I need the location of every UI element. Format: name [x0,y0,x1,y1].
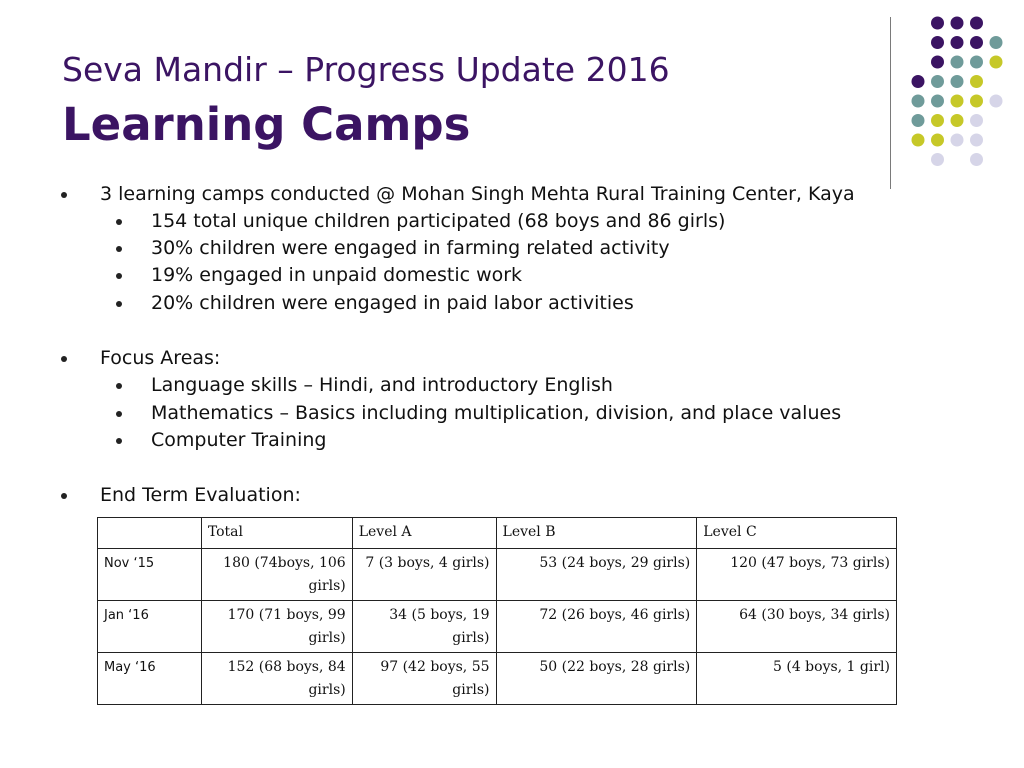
sub-bullet-marker [116,411,122,417]
decorative-dot [990,95,1003,108]
decorative-dot [951,17,964,30]
table-cell: 152 (68 boys, 84 girls) [201,653,352,705]
bullet-marker [61,192,67,198]
bullet-marker [61,493,67,499]
decorative-dot [931,114,944,127]
sub-bullet-language: Language skills – Hindi, and introductory English [151,374,613,396]
table-row [98,549,897,601]
decorative-dot [931,56,944,69]
table-header-cell: Level B [496,518,697,549]
decorative-dot [970,114,983,127]
bullet-marker [61,356,67,362]
table-row-label: Nov ‘15 [98,549,202,601]
slide-title: Learning Camps [62,98,471,151]
decorative-dot [931,75,944,88]
table-header-cell: Level A [352,518,496,549]
sub-bullet-mathematics: Mathematics – Basics including multiplication, division, and place values [151,402,842,424]
evaluation-table [97,517,897,705]
table-cell: 34 (5 boys, 19 girls) [352,601,496,653]
table-cell: 72 (26 boys, 46 girls) [496,601,697,653]
table-row [98,653,897,705]
table-row-label: May ‘16 [98,653,202,705]
table-row-label: Jan ‘16 [98,601,202,653]
bullet-camps: 3 learning camps conducted @ Mohan Singh Mehta Rural Training Center, Kaya [100,183,855,205]
table-cell: 97 (42 boys, 55 girls) [352,653,496,705]
sub-bullet-domestic: 19% engaged in unpaid domestic work [151,264,523,286]
decorative-dot [970,17,983,30]
table-cell: 50 (22 boys, 28 girls) [496,653,697,705]
sub-bullet-computer: Computer Training [151,429,327,451]
decorative-dot [912,114,925,127]
decorative-dot [931,17,944,30]
decorative-dot [912,95,925,108]
sub-bullet-farming: 30% children were engaged in farming related activity [151,237,670,259]
sub-bullet-marker [116,383,122,389]
decorative-dot [951,95,964,108]
table-cell: 170 (71 boys, 99 girls) [201,601,352,653]
table-cell: 120 (47 boys, 73 girls) [697,549,897,601]
decorative-dot [951,114,964,127]
sub-bullet-marker [116,219,122,225]
table-header-cell: Total [201,518,352,549]
decorative-dot [931,36,944,49]
table-cell: 180 (74boys, 106 girls) [201,549,352,601]
decorative-dot [970,134,983,147]
slide-subtitle: Seva Mandir – Progress Update 2016 [62,50,670,89]
decorative-dot [970,95,983,108]
decorative-dot [970,56,983,69]
decorative-dot [990,56,1003,69]
table-header-row [98,518,897,549]
decorative-dot [970,153,983,166]
bullet-evaluation: End Term Evaluation: [100,484,301,506]
sub-bullet-marker [116,273,122,279]
table-row [98,601,897,653]
table-header-cell [98,518,202,549]
decorative-dot [990,36,1003,49]
decorative-dot [970,75,983,88]
decorative-dot-grid [0,0,1024,180]
decorative-dot [931,95,944,108]
decorative-dot [951,56,964,69]
decorative-dot [951,75,964,88]
sub-bullet-marker [116,301,122,307]
decorative-dot [912,75,925,88]
decorative-dot [912,134,925,147]
decorative-dot [931,134,944,147]
table-cell: 7 (3 boys, 4 girls) [352,549,496,601]
sub-bullet-marker [116,246,122,252]
table-header-cell: Level C [697,518,897,549]
sub-bullet-marker [116,438,122,444]
decorative-dot [970,36,983,49]
decorative-dot [951,36,964,49]
sub-bullet-children: 154 total unique children participated (68 boys and 86 girls) [151,210,726,232]
table-cell: 5 (4 boys, 1 girl) [697,653,897,705]
table-cell: 53 (24 boys, 29 girls) [496,549,697,601]
bullet-focus-areas: Focus Areas: [100,347,221,369]
decorative-dot [931,153,944,166]
table-cell: 64 (30 boys, 34 girls) [697,601,897,653]
decorative-dot [951,134,964,147]
sub-bullet-labor: 20% children were engaged in paid labor activities [151,292,634,314]
